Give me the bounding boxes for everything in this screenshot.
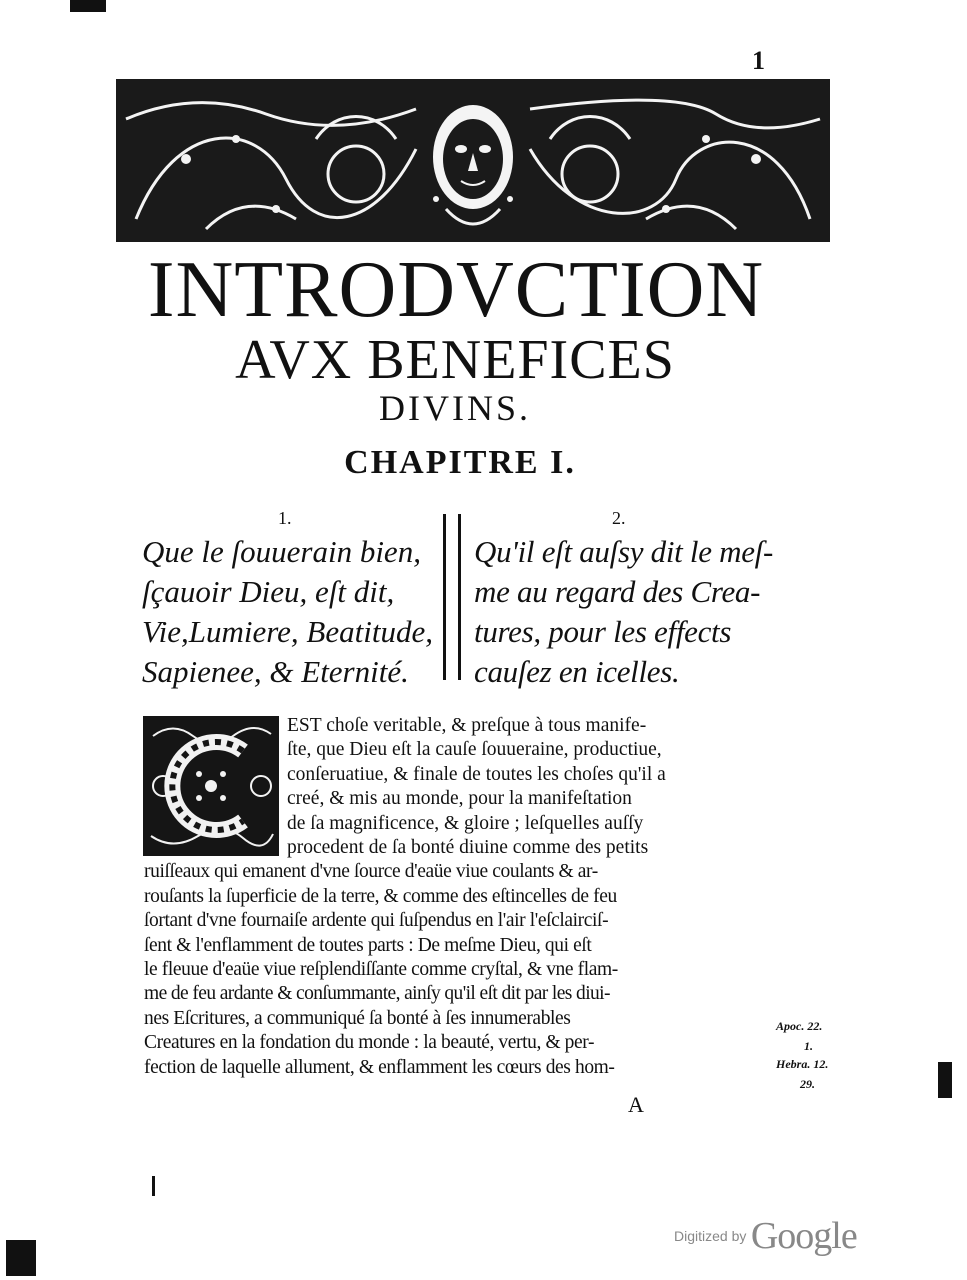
- chapter-heading: CHAPITRE I.: [344, 444, 576, 481]
- summary-left-line: Sapienee, & Eternité.: [142, 654, 409, 689]
- signature-mark: A: [628, 1092, 644, 1117]
- body-line: creé, & mis au monde, pour la manifeſtation: [287, 788, 632, 810]
- ornamental-headpiece: [116, 79, 830, 242]
- body-line: rouſants la ſuperficie de la terre, & comme des eſtincelles de feu: [144, 885, 617, 907]
- body-line: ſortant d'vne fournaiſe ardente qui ſuſpendus en l'air l'eſclairciſ-: [144, 910, 609, 932]
- body-line: conſeruatiue, & finale de toutes les choſes qu'il a: [287, 763, 666, 785]
- page-number: 1: [752, 46, 765, 75]
- scan-speck: [938, 1062, 952, 1098]
- summary-number-2: 2.: [612, 508, 626, 528]
- column-divider-right: [458, 514, 461, 680]
- digitized-by-watermark: [674, 1214, 857, 1258]
- margin-note: Apoc. 22.: [776, 1019, 823, 1033]
- scan-speck: [152, 1176, 155, 1196]
- summary-left-line: ſçauoir Dieu, eſt dit,: [142, 574, 395, 609]
- body-line: EST choſe veritable, & preſque à tous manife-: [287, 715, 647, 736]
- title-line-3: DIVINS.: [379, 388, 531, 428]
- body-line: procedent de ſa bonté diuine comme des petits: [287, 837, 649, 859]
- body-text: [144, 714, 774, 1080]
- title-line-2: AVX BENEFICES: [235, 329, 675, 391]
- summary-number-1: 1.: [278, 508, 292, 528]
- body-line: me de feu ardante & conſummante, ainſy qu'il eſt dit par les diui-: [144, 983, 610, 1005]
- summary-right-line: me au regard des Crea-: [474, 574, 761, 609]
- body-line: le fleuue d'eaüe viue reſplendiſſante comme cryſtal, & vne flam-: [144, 959, 618, 981]
- body-line: ſent & l'enflamment de toutes parts : De meſme Dieu, qui eſt: [144, 934, 592, 956]
- body-line: Creatures en la fondation du monde : la beauté, vertu, & per-: [144, 1032, 595, 1054]
- summary-left-line: Vie,Lumiere, Beatitude,: [142, 614, 433, 649]
- body-line: ruiſſeaux qui emanent d'vne ſource d'eaüe viue coulants & ar-: [144, 861, 598, 883]
- summary-right-line: Qu'il eſt auſsy dit le meſ-: [474, 534, 773, 569]
- column-divider-left: [443, 514, 446, 680]
- summary-left: [142, 532, 433, 692]
- watermark-prefix: Digitized by: [674, 1228, 747, 1244]
- summary-right-line: tures, pour les effects: [474, 614, 732, 649]
- watermark-brand: Google: [750, 1215, 857, 1257]
- margin-note: 29.: [800, 1077, 815, 1091]
- body-line: ſte, que Dieu eſt la cauſe ſouueraine, productiue,: [287, 739, 662, 761]
- body-line: fection de laquelle allument, & enflamment les cœurs des hom-: [144, 1056, 615, 1078]
- scan-speck: [70, 0, 106, 12]
- margin-note: 1.: [804, 1039, 813, 1053]
- summary-left-line: Que le ſouuerain bien,: [142, 534, 421, 569]
- summary-right-line: cauſez en icelles.: [474, 654, 680, 689]
- scan-speck: [6, 1240, 36, 1276]
- summary-right: [474, 532, 773, 692]
- body-line: de ſa magnificence, & gloire ; leſquelles auſſy: [287, 812, 644, 834]
- body-line: nes Eſcritures, a communiqué ſa bonté à ſes innumerables: [144, 1007, 571, 1029]
- title-line-1: INTRODVCTION: [147, 246, 765, 334]
- margin-note: Hebra. 12.: [776, 1057, 829, 1071]
